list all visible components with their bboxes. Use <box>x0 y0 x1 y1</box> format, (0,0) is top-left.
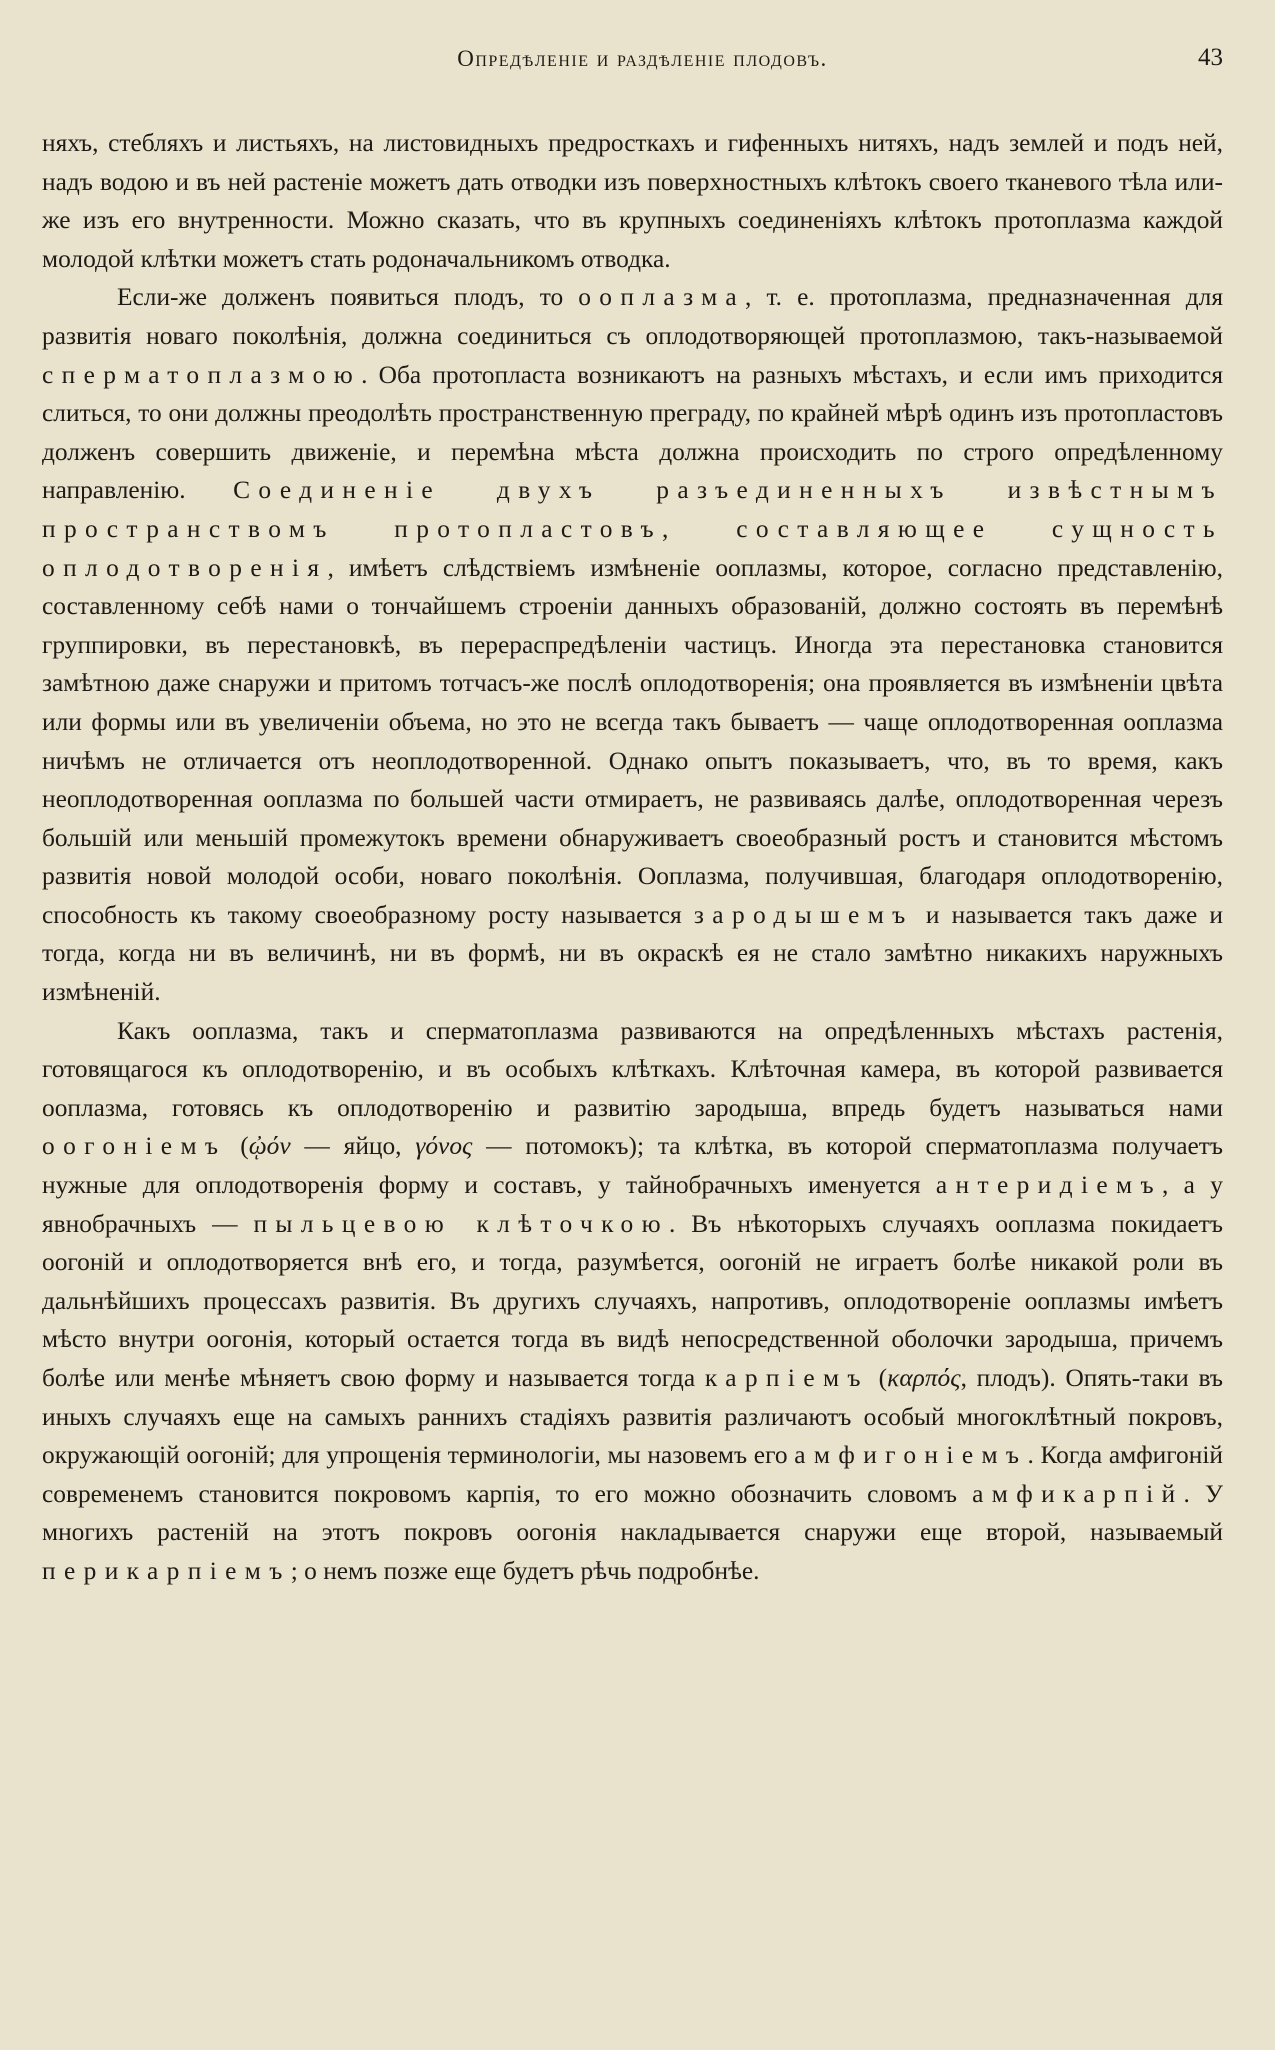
text-run: няхъ, стебляхъ и листьяхъ, на листовидныхъ предросткахъ и гифенныхъ нитяхъ, надъ землей и подъ ней, надъ водою и въ ней растеніе можетъ дать отводки изъ поверхностныхъ клѣтокъ своего тканевого тѣла или-же изъ его внутренности. Можно сказать, что въ крупныхъ соединеніяхъ клѣтокъ протоплазма каждой молодой клѣтки можетъ стать родоначальникомъ отводка. <box>42 129 1223 273</box>
text-run: , имѣетъ слѣдствіемъ измѣненіе ооплазмы, которое, согласно представленію, составленному себѣ нами о тончайшемъ строеніи данныхъ образованій, должно состоять въ перемѣнѣ группировки, въ перестановкѣ, въ перераспредѣленіи частицъ. Иногда эта перестановка становится замѣтною даже снаружи и притомъ тотчасъ-же послѣ оплодотворенія; она проявляется въ измѣненіи цвѣта или формы или въ увеличеніи объема, но это не всегда такъ бываетъ — чаще оплодотворенная ооплазма ничѣмъ не отличается отъ неоплодотворенной. Однако опытъ показываетъ, что, въ то время, какъ неоплодотворенная ооплазма по большей части отмираетъ, не развиваясь далѣе, оплодотворенная черезъ большій или меньшій промежутокъ времени обнаруживаетъ своеобразный ростъ и становится мѣстомъ развитія новой молодой особи, новаго поколѣнія. Ооплазма, получившая, благодаря оплодотворенію, способность къ такому своеобразному росту называется <box>42 553 1223 929</box>
spaced-term: карпіемъ <box>704 1364 869 1392</box>
spaced-term: амфикарпій <box>972 1479 1184 1508</box>
text-run: ( <box>226 1132 249 1161</box>
paragraph-2 <box>42 278 1223 1011</box>
greek-term: καρπός <box>887 1364 961 1392</box>
paragraph-1 <box>42 124 1223 278</box>
spaced-term: перикарпіемъ <box>42 1556 291 1585</box>
text-run: — яйцо, <box>290 1132 416 1161</box>
text-run: , плодъ). Опять-таки въ иныхъ случаяхъ еще на самыхъ раннихъ стадіяхъ развитія различаютъ особый многоклѣтный покровъ, окружающій оогоній; для упрощенія терминологіи, мы назовемъ его <box>42 1364 1223 1470</box>
text-run: , а у явнобрачныхъ — <box>42 1171 1223 1238</box>
text-run: , т. е. протоплазма, предназначенная для развитія новаго поколѣнія, должна соединиться съ оплодотворяющей протоплазмою, такъ-называемой <box>42 283 1224 350</box>
text-run: . Оба протопласта возникаютъ на разныхъ мѣстахъ, и если имъ приходится слиться, то они должны преодолѣть пространственную преграду, по крайней мѣрѣ одинъ изъ протопластовъ долженъ совершить движеніе, и перемѣна мѣста должна происходить по строго опредѣленному направленію. <box>42 360 1223 505</box>
text-run: . Въ нѣкоторыхъ случаяхъ ооплазма покидаетъ оогоній и оплодотворяется внѣ его, и тогда, разумѣется, оогоній не играетъ болѣе никакой роли въ дальнѣйшихъ процессахъ развитія. Въ другихъ случаяхъ, напротивъ, оплодотвореніе ооплазмы имѣетъ мѣсто внутри оогонія, который остается тогда въ видѣ непосредственной оболочки зародыша, причемъ болѣе или менѣе мѣняетъ свою форму и называется тогда <box>42 1209 1223 1392</box>
spaced-term: Соединеніе двухъ разъединенныхъ извѣстнымъ пространствомъ протопластовъ, составляющее сущность оплодотворенія <box>42 476 1223 582</box>
page-header <box>42 40 1223 80</box>
text-run: ; о немъ позже еще будетъ рѣчь подробнѣе. <box>290 1556 760 1585</box>
paragraph-3 <box>42 1012 1223 1591</box>
running-title: Опредѣленіе и раздѣленіе плодовъ. <box>457 46 828 71</box>
page-number: 43 <box>1198 44 1223 71</box>
spaced-term: антеридіемъ <box>935 1171 1162 1200</box>
text-run: Какъ ооплазма, такъ и сперматоплазма развиваются на опредѣленныхъ мѣстахъ растенія, готовящагося къ оплодотворенію, и въ особыхъ клѣткахъ. Клѣточная камера, въ которой развивается ооплазма, готовясь къ оплодотворенію и развитію зародыша, впредь будетъ называться нами <box>42 1016 1223 1122</box>
text-run: . У многихъ растеній на этотъ покровъ оогонія накладывается снаружи еще второй, называемый <box>42 1479 1223 1547</box>
spaced-term: сперматоплазмою <box>42 360 362 389</box>
greek-term: γόνος <box>415 1132 473 1161</box>
spaced-term: зародышемъ <box>693 900 914 929</box>
greek-term: ᾠόν <box>248 1132 291 1161</box>
spaced-term: пыльцевою клѣточкою <box>253 1209 669 1238</box>
spaced-term: ооплазма <box>578 283 746 312</box>
text-run: и называется такъ даже и тогда, когда ни въ величинѣ, ни въ формѣ, ни въ окраскѣ ея не стало замѣтно никакихъ наружныхъ измѣненій. <box>42 900 1223 1007</box>
spaced-term: амфигоніемъ <box>794 1441 1028 1470</box>
body-text <box>42 124 1223 1591</box>
text-run: . Когда амфигоній современемъ становится покровомъ карпія, то его можно обозначить словомъ <box>42 1441 1223 1508</box>
text-run: Если-же долженъ появиться плодъ, то <box>117 283 579 312</box>
text-run: — потомокъ); та клѣтка, въ которой сперматоплазма получаетъ нужные для оплодотворенія форму и составъ, у тайнобрачныхъ именуется <box>42 1132 1223 1200</box>
text-run: ( <box>868 1364 888 1392</box>
spaced-term: оогоніемъ <box>42 1132 227 1161</box>
